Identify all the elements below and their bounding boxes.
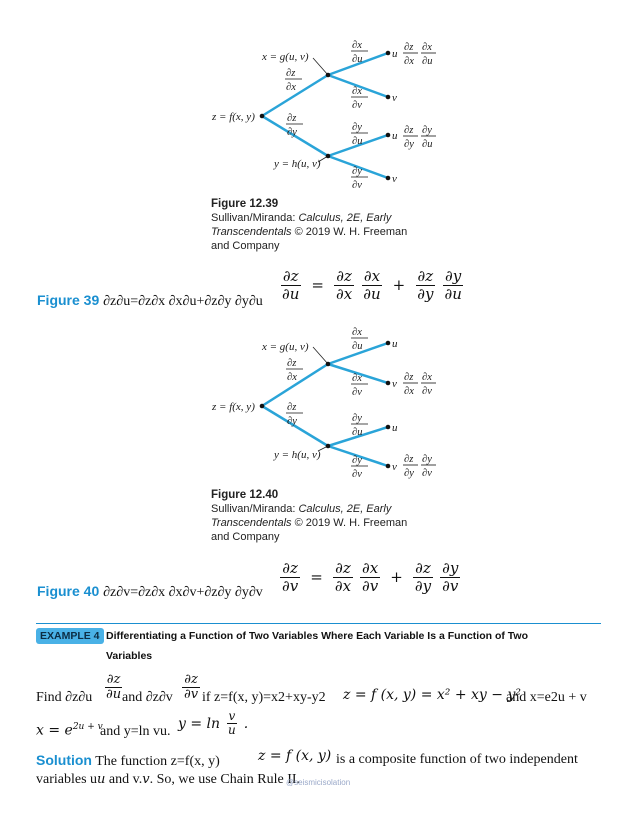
dy-du-den: ∂u	[352, 136, 363, 147]
svg-text:∂y: ∂y	[404, 139, 414, 150]
svg-text:∂x: ∂x	[352, 327, 362, 338]
svg-text:∂x: ∂x	[422, 372, 432, 383]
x-node-label: x = g(u, v)	[262, 341, 309, 353]
dz-dx-num: ∂z	[286, 68, 296, 79]
figure-12-39-caption: Figure 12.39 Sullivan/Miranda: Calculus, 2E, Early Transcendentals © 2019 W. H. Freeman and Company	[211, 198, 408, 252]
dy-dv-num: ∂y	[352, 166, 362, 177]
x-node-label: x = g(u, v)	[262, 51, 309, 63]
example-badge: EXAMPLE 4	[36, 628, 104, 644]
svg-text:∂y: ∂y	[422, 125, 432, 136]
product-dzdy-dydv	[403, 454, 436, 479]
dx-du-num: ∂x	[352, 40, 362, 51]
dx-dv-num: ∂x	[352, 86, 362, 97]
product-dzdx-dxdv	[403, 372, 436, 397]
figure-39-text: ∂z∂u=∂z∂x ∂x∂u+∂z∂y ∂y∂u	[103, 294, 263, 309]
svg-text:∂z: ∂z	[287, 358, 297, 369]
svg-text:∂v: ∂v	[422, 386, 432, 397]
frac-dz-du: $\frac{\partial z}{\partial u}$	[106, 672, 122, 703]
figure-40-text: ∂z∂v=∂z∂x ∂x∂v+∂z∂y ∂y∂v	[103, 585, 263, 600]
leaf-u: u	[392, 130, 398, 142]
svg-text:∂x: ∂x	[404, 56, 414, 67]
svg-text:∂v: ∂v	[352, 387, 362, 398]
tree-diagram-figure-12-40	[0, 320, 638, 480]
svg-text:∂u: ∂u	[422, 139, 433, 150]
formula-y: y = ln $\frac{v}{u}$ .	[178, 709, 249, 738]
svg-text:∂x: ∂x	[352, 373, 362, 384]
svg-text:∂v: ∂v	[422, 468, 432, 479]
section-divider	[36, 623, 601, 624]
svg-text:∂z: ∂z	[404, 42, 414, 53]
svg-text:u: u	[392, 338, 398, 350]
product-dzdx-dxdu	[403, 42, 436, 67]
y-node-label: y = h(u, v)	[274, 449, 321, 461]
svg-text:v: v	[392, 461, 397, 473]
svg-text:∂u: ∂u	[422, 56, 433, 67]
svg-text:∂y: ∂y	[404, 468, 414, 479]
equation-dz-dv: $\frac{\partial z}{\partial v}$ = $\frac{\partial z}{\partial x}$ $\frac{\partial x}{\partial v}$ + $\frac{\partial z}{\partial y}$ $\frac{\partial y}{\partial v}$	[282, 559, 459, 595]
svg-text:∂y: ∂y	[352, 413, 362, 424]
example-line1: Find ∂z∂u	[36, 690, 93, 705]
example-line1-if: if z=f(x, y)=x2+xy-y2	[202, 690, 326, 705]
dy-du-num: ∂y	[352, 122, 362, 133]
dx-du-den: ∂u	[352, 54, 363, 65]
svg-text:∂z: ∂z	[287, 402, 297, 413]
solution-label: Solution	[36, 752, 92, 768]
svg-text:∂x: ∂x	[287, 372, 297, 383]
svg-text:∂y: ∂y	[287, 416, 297, 427]
example-title-line2: Variables	[106, 650, 153, 662]
formula-x: $x = e^{2u + v}$	[36, 722, 103, 739]
caption-title: Figure 12.40	[211, 489, 279, 501]
svg-text:∂y: ∂y	[422, 454, 432, 465]
figure-39-label: Figure 39 ∂z∂u=∂z∂x ∂x∂u+∂z∂y ∂y∂u	[37, 292, 263, 309]
equation-dz-du: $\frac{\partial z}{\partial u}$ = $\frac{\partial z}{\partial x}$ $\frac{\partial x}{\partial u}$ + $\frac{\partial z}{\partial y}$ $\frac{\partial y}{\partial u}$	[282, 267, 462, 303]
example-line4: variables uu and v.v. So, we use Chain Rule II.	[36, 772, 301, 787]
svg-text:∂z: ∂z	[404, 372, 414, 383]
svg-text:∂u: ∂u	[352, 427, 363, 438]
svg-text:∂z: ∂z	[404, 454, 414, 465]
dx-dv-den: ∂v	[352, 100, 362, 111]
svg-text:∂y: ∂y	[352, 455, 362, 466]
dy-dv-den: ∂v	[352, 180, 362, 191]
watermark: @seismicisolation	[286, 778, 351, 787]
product-dzdy-dydu	[403, 125, 436, 150]
svg-text:∂z: ∂z	[404, 125, 414, 136]
formula-z-composite: z = f (x, y)	[258, 748, 332, 764]
svg-text:∂u: ∂u	[352, 341, 363, 352]
leaf-v: v	[392, 173, 397, 185]
leaf-v: v	[392, 92, 397, 104]
svg-text:∂x: ∂x	[404, 386, 414, 397]
root-node-label: z = f(x, y)	[212, 401, 255, 413]
example-line3-rest: is a composite function of two independent	[336, 752, 578, 767]
svg-text:u: u	[392, 422, 398, 434]
figure-40-label: Figure 40 ∂z∂v=∂z∂x ∂x∂v+∂z∂y ∂y∂v	[37, 583, 263, 600]
dz-dx-den: ∂x	[286, 82, 296, 93]
svg-text:v: v	[392, 378, 397, 390]
example-line1-and: and ∂z∂v	[122, 690, 173, 705]
root-node-label: z = f(x, y)	[212, 111, 255, 123]
example-line3: Solution The function z=f(x, y)	[36, 752, 220, 769]
example-line2-and-y: and y=ln vu.	[100, 724, 171, 739]
figure-12-40-caption: Figure 12.40 Sullivan/Miranda: Calculus, 2E, Early Transcendentals © 2019 W. H. Freeman and Company	[211, 489, 408, 543]
frac-dz-dv: $\frac{\partial z}{\partial v}$	[184, 672, 199, 703]
example-title-line1: Differentiating a Function of Two Variables Where Each Variable Is a Function of Two	[106, 630, 529, 642]
example-line1-and-x: and x=e2u + v	[506, 690, 587, 705]
svg-text:∂v: ∂v	[352, 469, 362, 480]
formula-z: z = f (x, y) = x² + xy − y²	[343, 687, 521, 703]
caption-title: Figure 12.39	[211, 198, 279, 210]
svg-text:∂x: ∂x	[422, 42, 432, 53]
leaf-u: u	[392, 48, 398, 60]
y-node-label: y = h(u, v)	[274, 158, 321, 170]
dz-dy-num: ∂z	[287, 113, 297, 124]
dz-dy-den: ∂y	[287, 127, 297, 138]
